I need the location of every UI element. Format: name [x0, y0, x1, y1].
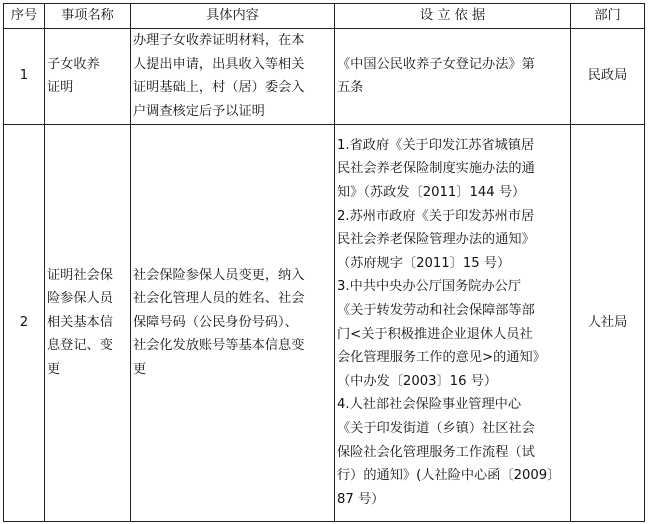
- table-header-row: [4, 4, 645, 29]
- row-content: 社会保险参保人员变更，纳入 社会化管理人员的姓名、社会 保障号码（公民身份号码）、 社会化发放账号等基本信息变 更: [131, 124, 335, 521]
- header-basis: 设 立 依 据: [335, 4, 571, 29]
- header-seq: 序号: [4, 4, 45, 29]
- header-dept: 部门: [571, 4, 645, 29]
- header-item-name: 事项名称: [45, 4, 131, 29]
- row-item-name: 证明社会保 险参保人员 相关基本信 息登记、变 更: [45, 124, 131, 521]
- row-seq: 2: [4, 124, 45, 521]
- row-seq: 1: [4, 28, 45, 124]
- row-dept: 民政局: [571, 28, 645, 124]
- table-row: [4, 124, 645, 521]
- row-content: 办理子女收养证明材料，在本 人提出申请，出具收入等相关 证明基础上，村（居）委会入 户调查核定后予以证明: [131, 28, 335, 124]
- row-item-name: 子女收养 证明: [45, 28, 131, 124]
- row-basis: 《中国公民收养子女登记办法》第 五条: [335, 28, 571, 124]
- row-dept: 人社局: [571, 124, 645, 521]
- table-row: [4, 28, 645, 124]
- row-basis: 1.省政府《关于印发江苏省城镇居 民社会养老保险制度实施办法的通 知》（苏政发〔2011〕144 号） 2.苏州市政府《关于印发苏州市居 民社会养老保险管理办法的通知》 （苏府规字〔2011〕15 号） 3.中共中央办公厅国务院办公厅 《关于转发劳动和社会保障部等部 门<关于积极推进企业退休人员社 会化管理服务工作的意见>的通知》 （中办发〔2003〕16 号） 4.人社部社会保险事业管理中心 《关于印发街道（乡镇）社区社会 保险社会化管理服务工作流程（试 行）的通知》(人社险中心函〔2009〕 87 号）: [335, 124, 571, 521]
- certification-items-table: [3, 3, 645, 522]
- header-content: 具体内容: [131, 4, 335, 29]
